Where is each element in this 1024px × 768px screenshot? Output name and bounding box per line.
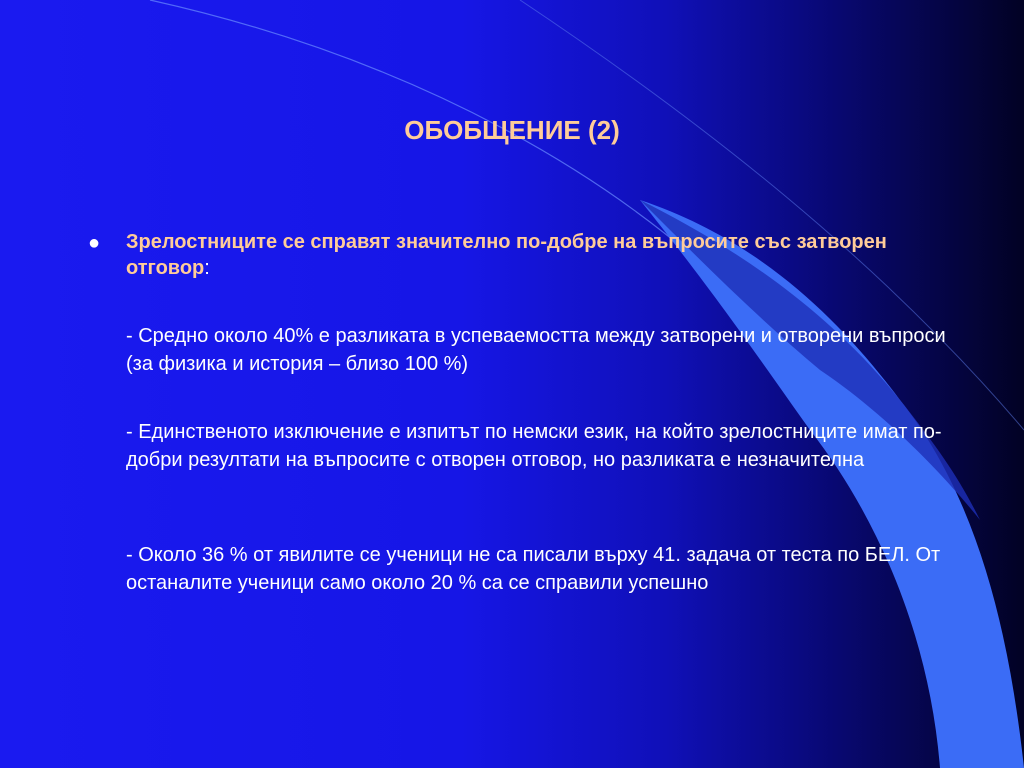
sub-point-2: - Единственото изключение е изпитът по немски език, на който зрелостниците имат по-добри резултати на въпросите с отворен отговор, но разликата е незначителна [126,421,942,471]
lead-colon: : [204,257,210,279]
bullet-icon: ● [88,232,101,254]
lead-statement [126,229,966,281]
sub-point-3: - Около 36 % от явилите се ученици не са писали върху 41. задача от теста по БЕЛ. От останалите ученици само около 20 % са се справили успешно [126,544,941,594]
lead-emphasis: Зрелостниците се справят значително по-добре на въпросите със затворен отговор [126,231,887,279]
sub-point-1: - Средно около 40% е разликата в успеваемостта между затворени и отворени въпроси (за физика и история – близо 100 %) [126,325,946,375]
slide-title: ОБОБЩЕНИЕ (2) [404,115,620,145]
